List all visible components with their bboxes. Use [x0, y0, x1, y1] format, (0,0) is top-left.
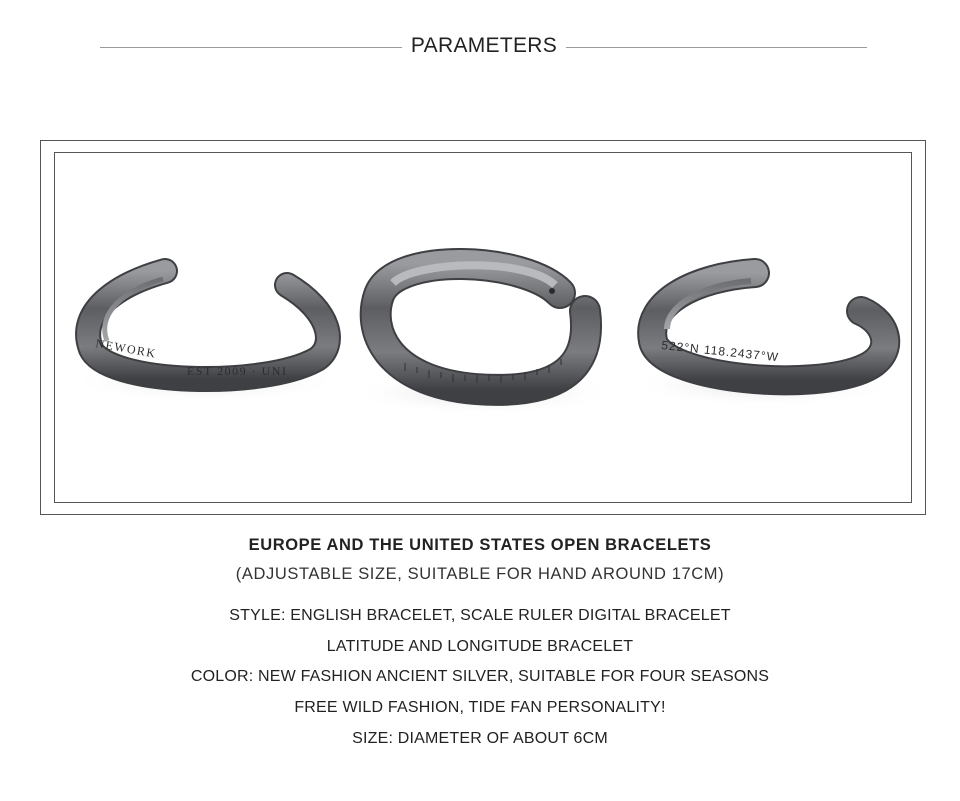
bracelets-illustration — [55, 153, 912, 503]
spec-fashion: FREE WILD FASHION, TIDE FAN PERSONALITY! — [294, 699, 666, 716]
header-divider-left — [100, 47, 402, 48]
section-header — [0, 28, 960, 68]
spec-style: STYLE: ENGLISH BRACELET, SCALE RULER DIGITAL BRACELET — [229, 607, 731, 624]
section-title: PARAMETERS — [410, 34, 558, 57]
spec-color: COLOR: NEW FASHION ANCIENT SILVER, SUITABLE FOR FOUR SEASONS — [190, 668, 770, 685]
product-image — [54, 152, 912, 503]
svg-text:522°N 118.2437°W: 522°N 118.2437°W — [660, 338, 780, 365]
svg-text:EST 2009 · UNI: EST 2009 · UNI — [187, 364, 288, 378]
product-headline: EUROPE AND THE UNITED STATES OPEN BRACELETS — [248, 536, 712, 554]
svg-text:NEWORK: NEWORK — [94, 336, 158, 361]
header-divider-right — [566, 47, 867, 48]
spec-style-cont: LATITUDE AND LONGITUDE BRACELET — [326, 638, 634, 655]
spec-size: SIZE: DIAMETER OF ABOUT 6CM — [352, 730, 608, 747]
product-image-frame — [40, 140, 926, 515]
product-subline: (ADJUSTABLE SIZE, SUITABLE FOR HAND AROUND 17CM) — [235, 565, 725, 583]
